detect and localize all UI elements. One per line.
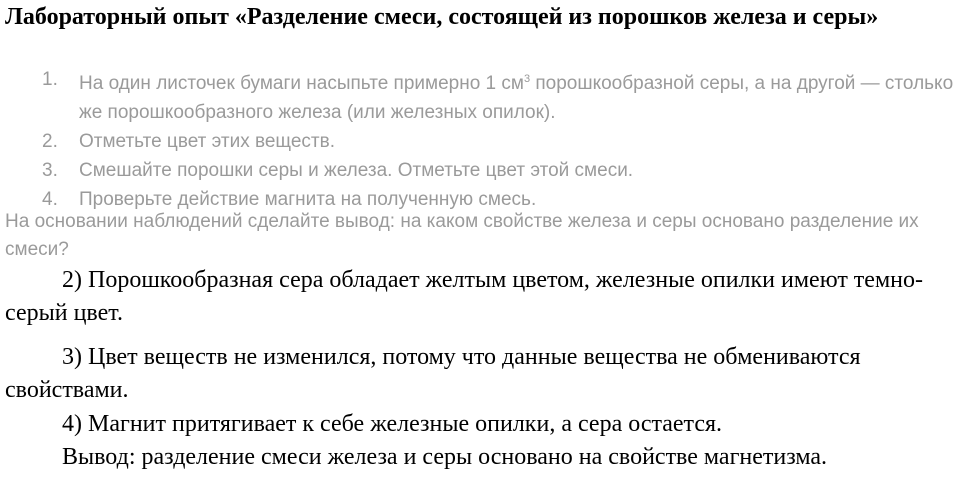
task-item xyxy=(0,156,960,185)
answer-paragraph: 3) Цвет веществ не изменился, потому что данные вещества не обмениваются свойствами. xyxy=(5,344,861,403)
task-text: Проверьте действие магнита на полученную смесь. xyxy=(79,189,537,210)
task-number: 4. xyxy=(42,189,58,210)
task-item xyxy=(0,65,960,127)
task-number: 1. xyxy=(42,69,58,90)
task-text: На один листочек бумаги насыпьте примерно 1 см xyxy=(79,73,524,94)
task-list xyxy=(0,65,960,214)
task-text: Отметьте цвет этих веществ. xyxy=(79,131,335,152)
answer-paragraph: 4) Магнит притягивает к себе железные опилки, а сера остается. xyxy=(62,411,723,437)
task-superscript: 3 xyxy=(523,73,531,85)
task-item xyxy=(0,127,960,156)
task-text: Смешайте порошки серы и железа. Отметьте цвет этой смеси. xyxy=(79,160,634,181)
task-number: 2. xyxy=(42,131,58,152)
task-text-continued: порошкообразной серы, а на другой — столько же порошкообразного железа (или железных опилок). xyxy=(79,73,954,123)
page-title: Лабораторный опыт «Разделение смеси, состоящей из порошков железа и серы» xyxy=(5,4,879,30)
answer-paragraph: 2) Порошкообразная сера обладает желтым цветом, железные опилки имеют темно-серый цвет. xyxy=(5,267,923,326)
task-number: 3. xyxy=(42,160,58,181)
conclusion-question: На основании наблюдений сделайте вывод: на каком свойстве железа и серы основано разделение их смеси? xyxy=(5,211,919,260)
conclusion-paragraph: Вывод: разделение смеси железа и серы основано на свойстве магнетизма. xyxy=(62,444,828,470)
